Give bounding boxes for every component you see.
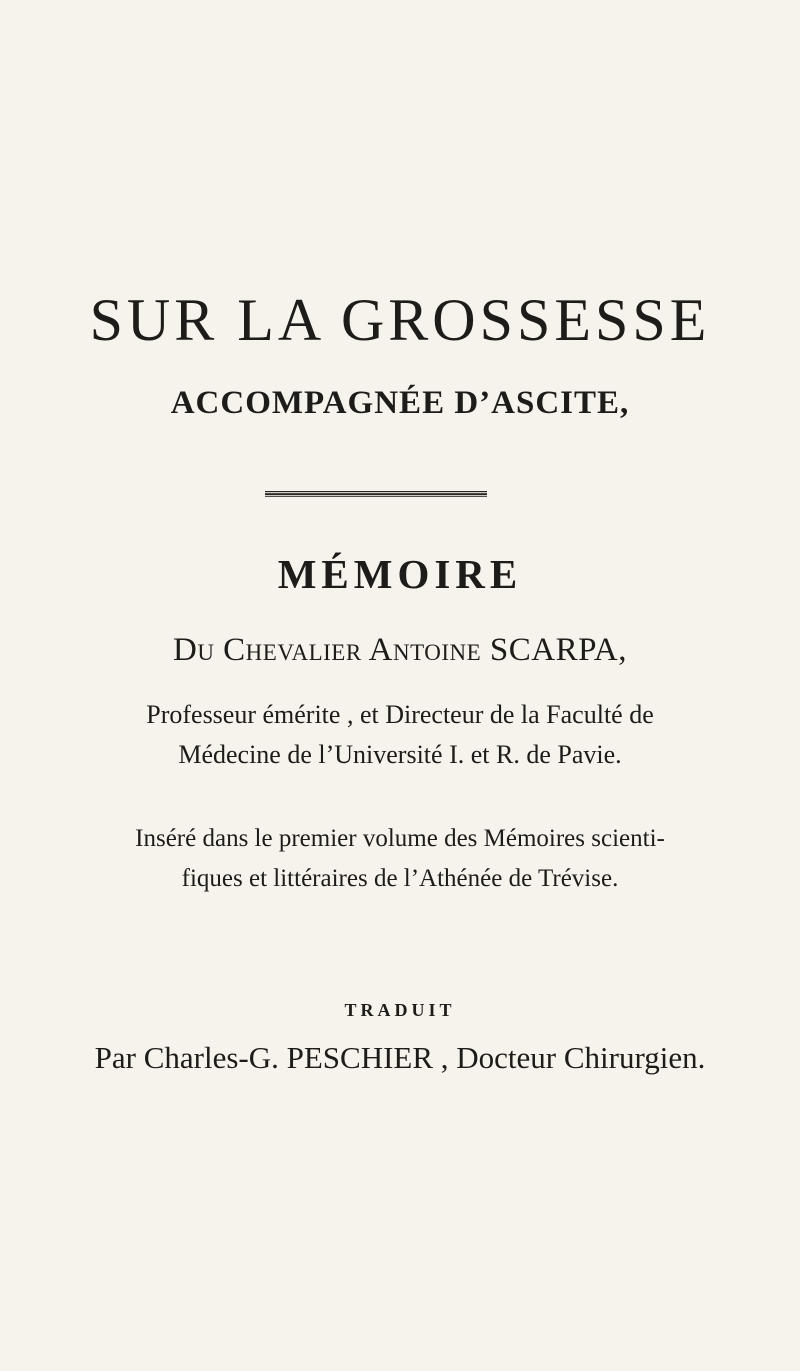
translated-label: TRADUIT — [344, 1000, 456, 1020]
translator-line: Par Charles-G. PESCHIER , Docteur Chirurgien. — [94, 1040, 706, 1075]
author-prefix: Du Chevalier Antoine — [172, 632, 482, 668]
insertion-line-1: Inséré dans le premier volume des Mémoires scienti- — [135, 825, 665, 852]
author-name: SCARPA, — [489, 632, 628, 668]
professor-line-1: Professeur émérite , et Directeur de la Faculté de — [146, 700, 654, 729]
author-line — [0, 632, 800, 669]
insertion-line-2: fiques et littéraires de l’Athénée de Trévise. — [181, 865, 619, 892]
decorative-rule — [265, 491, 487, 497]
professor-paragraph — [0, 695, 800, 775]
memoire-heading: MÉMOIRE — [277, 551, 523, 597]
insertion-paragraph — [0, 819, 800, 899]
professor-line-2: Médecine de l’Université I. et R. de Pavie. — [178, 740, 622, 769]
subtitle: ACCOMPAGNÉE D’ASCITE, — [170, 385, 630, 421]
main-title: SUR LA GROSSESSE — [89, 287, 711, 353]
